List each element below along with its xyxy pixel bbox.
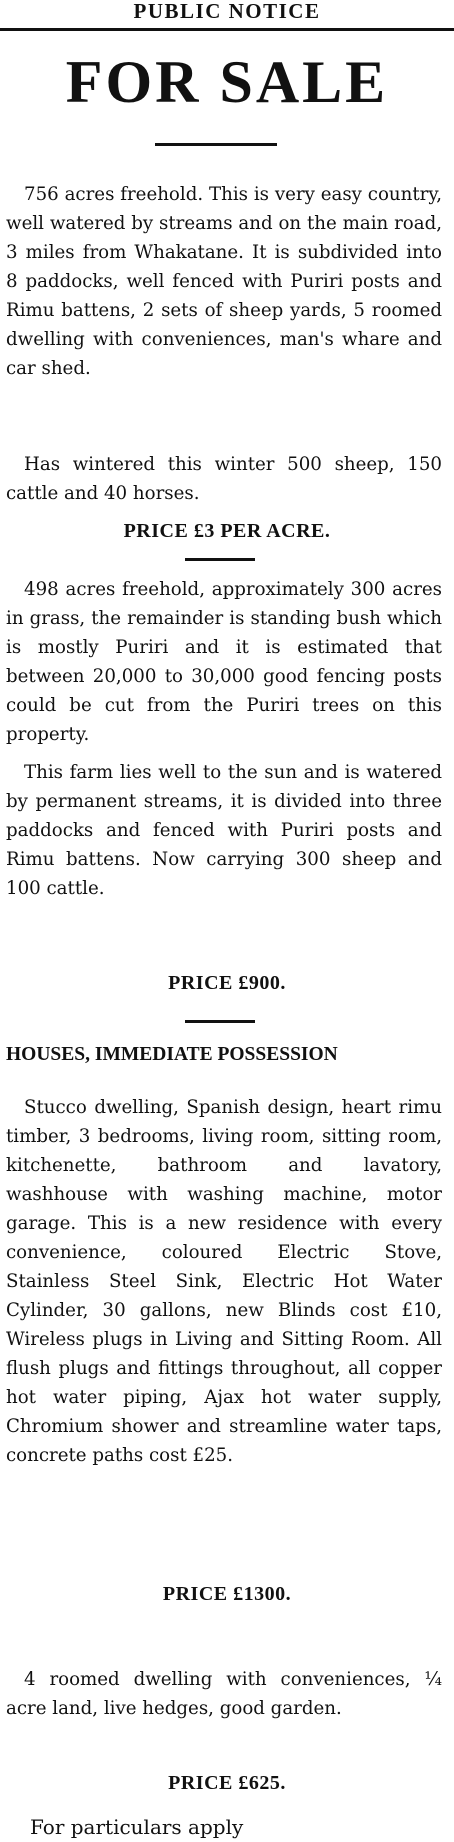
listing-4-description: 4 roomed dwelling with conveniences, ¼ acre land, live hedges, good garden. (6, 1669, 442, 1719)
listing-2-farm-note: This farm lies well to the sun and is watered by permanent streams, it is divided into three paddocks and fenced with Puriri posts and Rimu battens. Now carrying 300 sheep and 100 cattle. (6, 762, 442, 899)
listing-2-rule (185, 1020, 255, 1023)
section-label: PUBLIC NOTICE (133, 0, 321, 23)
houses-heading: HOUSES, IMMEDIATE POSSESSION (6, 1044, 338, 1065)
listing-4-price: PRICE £625. (168, 1772, 286, 1794)
listing-3-description: Stucco dwelling, Spanish design, heart rimu timber, 3 bedrooms, living room, sitting room, kitchenette, bathroom and lavatory, washhouse with washing machine, motor garage. This is a new residence with every convenience, coloured Electric Stove, Stainless Steel Sink, Electric Hot Water Cylinder, 30 gallons, new Blinds cost £10, Wireless plugs in Living and Sitting Room. All flush plugs and fittings throughout, all copper hot water piping, Ajax hot water supply, Chromium shower and streamline water taps, concrete paths cost £25. (6, 1097, 442, 1466)
listing-1-price: PRICE £3 PER ACRE. (123, 520, 331, 542)
header-rule (0, 28, 454, 31)
listing-1-description: 756 acres freehold. This is very easy country, well watered by streams and on the main road, 3 miles from Whakatane. It is subdivided into 8 paddocks, well fenced with Puriri posts and Rimu battens, 2 sets of sheep yards, 5 roomed dwelling with conveniences, man's whare and car shed. (6, 184, 442, 379)
listing-1-stock-note: Has wintered this winter 500 sheep, 150 cattle and 40 horses. (6, 454, 442, 504)
particulars-line: For particulars apply (30, 1815, 244, 1839)
listing-3-price: PRICE £1300. (162, 1583, 292, 1605)
page-title: FOR SALE (65, 49, 389, 115)
title-rule (155, 143, 277, 146)
listing-1-rule (185, 558, 255, 561)
listing-2-description: 498 acres freehold, approximately 300 acres in grass, the remainder is standing bush which is mostly Puriri and it is estimated that between 20,000 to 30,000 good fencing posts could be cut from the Puriri trees on this property. (6, 579, 442, 745)
listing-2-price: PRICE £900. (168, 972, 286, 994)
